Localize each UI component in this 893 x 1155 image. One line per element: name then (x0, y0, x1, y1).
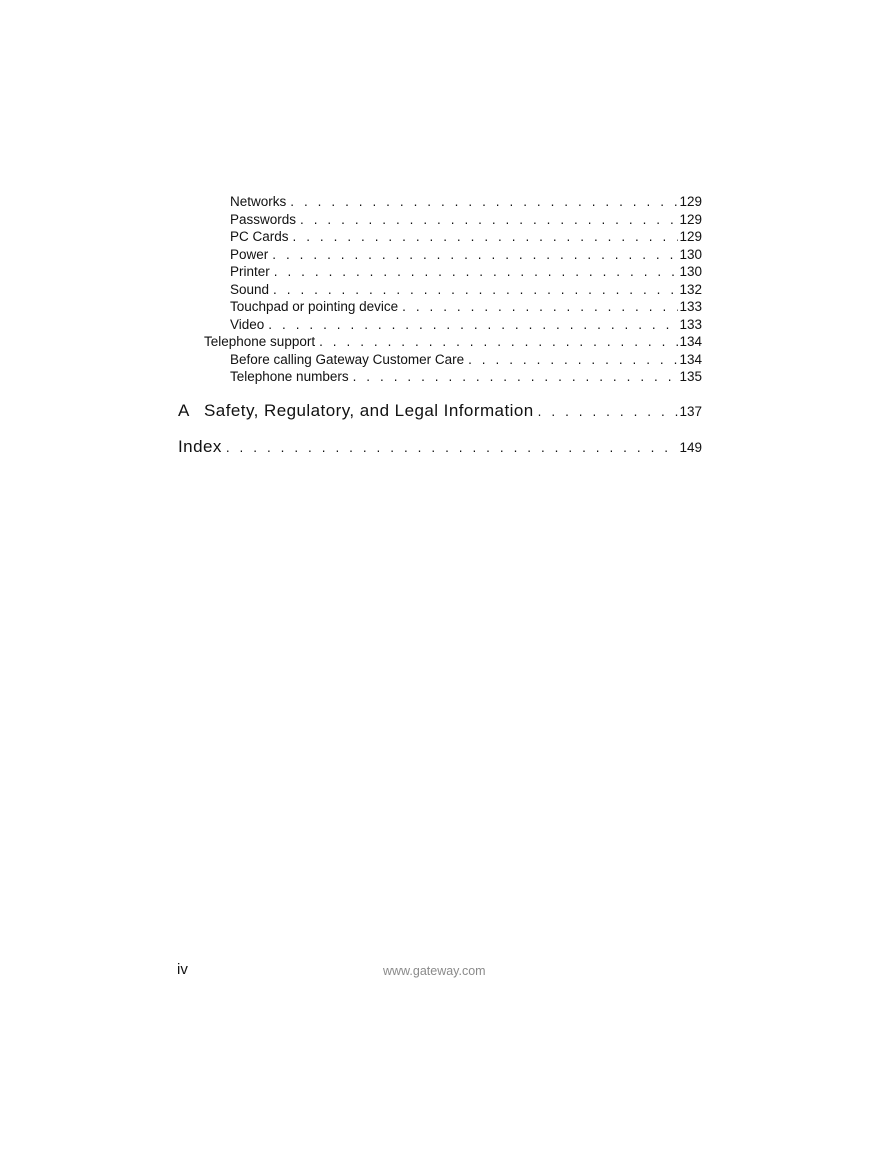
toc-entry-before-calling[interactable] (230, 351, 702, 368)
toc-entry-label: Telephone numbers (230, 369, 349, 384)
toc-dot-leader (538, 401, 679, 422)
toc-entry-page: 137 (679, 404, 702, 419)
footer-url[interactable]: www.gateway.com (383, 964, 486, 978)
toc-index-label: Index (178, 437, 222, 456)
toc-entry-pc-cards[interactable] (230, 228, 702, 245)
toc-entry-telephone-numbers[interactable] (230, 368, 702, 385)
toc-entry-label: Printer (230, 264, 270, 279)
footer-page-number: iv (177, 961, 188, 978)
toc-entry-page: 129 (679, 212, 702, 227)
toc-entry-label: Power (230, 247, 269, 262)
toc-entry-label: Telephone support (204, 334, 316, 349)
toc-entry-label: Passwords (230, 212, 297, 227)
appendix-label: Safety, Regulatory, and Legal Information (204, 401, 534, 420)
toc-dot-leader (353, 368, 679, 385)
toc-dot-leader (268, 316, 678, 333)
toc-entry-page: 135 (679, 369, 702, 384)
toc-dot-leader (468, 351, 678, 368)
toc-entry-label: Video (230, 317, 265, 332)
toc-dot-leader (274, 263, 679, 280)
toc-entry-page: 130 (679, 264, 702, 279)
toc-entry-label: PC Cards (230, 229, 289, 244)
toc-entry-label: Touchpad or pointing device (230, 299, 399, 314)
toc-dot-leader (272, 246, 678, 263)
toc-appendix-title (178, 400, 534, 422)
toc-entry-label: Sound (230, 282, 270, 297)
toc-entry-power[interactable] (230, 246, 702, 263)
toc-entry-page: 133 (679, 317, 702, 332)
appendix-letter: A (178, 401, 190, 420)
toc-dot-leader (319, 333, 678, 350)
toc-entry-page: 134 (679, 334, 702, 349)
toc-entry-page: 149 (679, 440, 702, 455)
toc-dot-leader (273, 281, 678, 298)
toc-entry-passwords[interactable] (230, 211, 702, 228)
toc-dot-leader (402, 298, 678, 315)
toc-entry-page: 134 (679, 352, 702, 367)
toc-appendix-a[interactable] (178, 400, 702, 422)
toc-entry-video[interactable] (230, 316, 702, 333)
toc-entry-label: Before calling Gateway Customer Care (230, 352, 465, 367)
toc-dot-leader (293, 228, 679, 245)
toc-entry-networks[interactable] (230, 193, 702, 210)
toc-dot-leader (226, 437, 672, 458)
toc-entry-page: 130 (679, 247, 702, 262)
toc-dot-leader (300, 211, 678, 228)
toc-entry-touchpad[interactable] (230, 298, 702, 315)
toc-entry-page: 133 (679, 299, 702, 314)
toc-entry-label: Networks (230, 194, 287, 209)
toc-index[interactable] (178, 436, 702, 458)
toc-entry-printer[interactable] (230, 263, 702, 280)
toc-entry-page: 132 (679, 282, 702, 297)
toc-entry-sound[interactable] (230, 281, 702, 298)
toc-entry-page: 129 (679, 229, 702, 244)
toc-entry-page: 129 (679, 194, 702, 209)
toc-dot-leader (290, 193, 678, 210)
toc-entry-telephone-support[interactable] (204, 333, 702, 350)
